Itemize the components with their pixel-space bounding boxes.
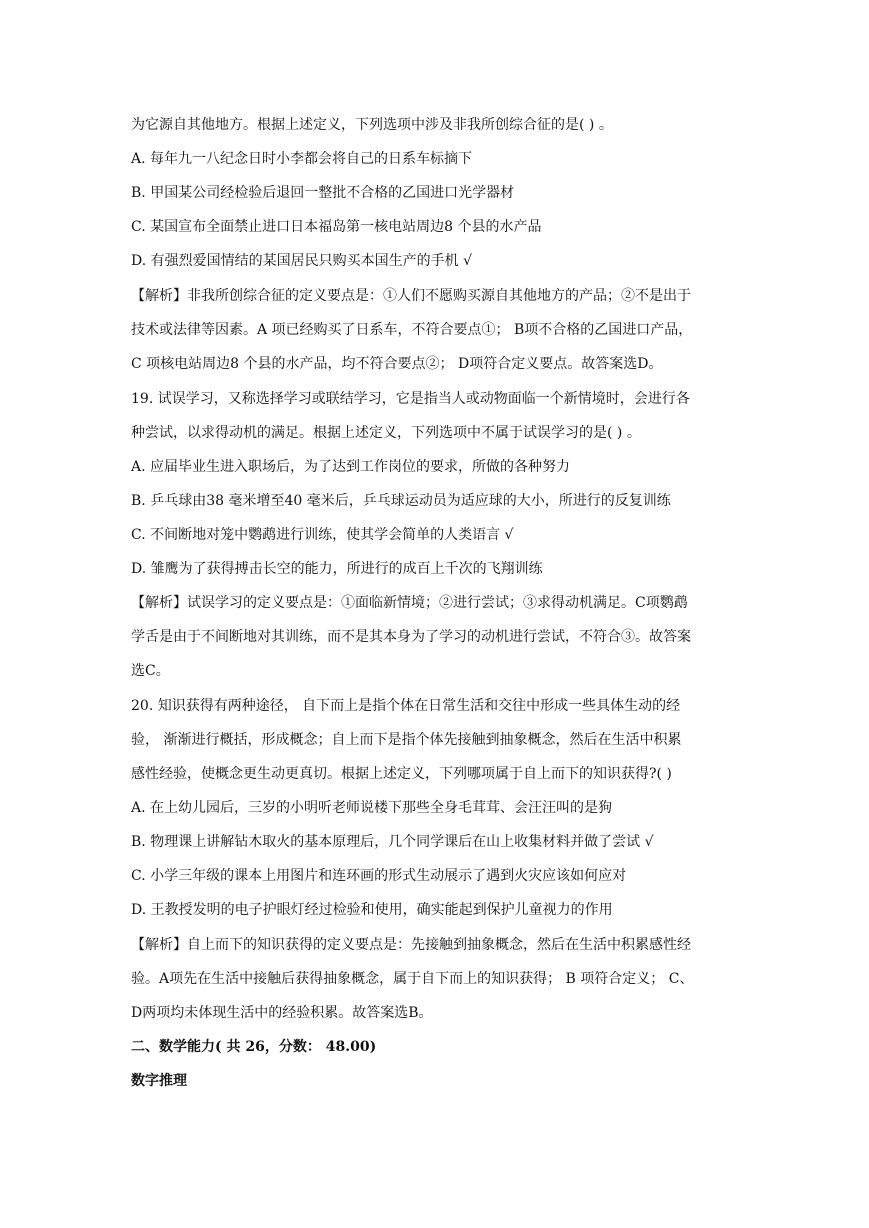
question-19-text: 种尝试，以求得动机的满足。根据上述定义，下列选项中不属于试误学习的是( ) 。 — [131, 425, 641, 441]
option-d: D. 王教授发明的电子护眼灯经过检验和使用，确实能起到保护儿童视力的作用 — [131, 902, 613, 918]
option-b: B. 物理课上讲解钻木取火的基本原理后，几个同学课后在山上收集材料并做了尝试 √ — [131, 834, 654, 850]
option-c: C. 小学三年级的课本上用图片和连环画的形式生动展示了遇到火灾应该如何应对 — [131, 868, 627, 884]
analysis-line: C 项核电站周边8 个县的水产品，均不符合要点②； D项符合定义要点。故答案选D。 — [131, 356, 663, 372]
section-heading: 二、数学能力( 共 26，分数： 48.00) — [131, 1039, 377, 1055]
question-20-text: 感性经验，使概念更生动更真切。根据上述定义，下列哪项属于自上而下的知识获得?( ) — [131, 766, 672, 782]
option-a: A. 在上幼儿园后，三岁的小明听老师说楼下那些全身毛茸茸、会汪汪叫的是狗 — [131, 800, 613, 816]
analysis-line: D两项均未体现生活中的经验积累。故答案选B。 — [131, 1005, 433, 1021]
analysis-line: 验。A项先在生活中接触后获得抽象概念，属于自下而上的知识获得； B 项符合定义； C、 — [131, 971, 694, 987]
option-b: B. 甲国某公司经检验后退回一整批不合格的乙国进口光学器材 — [131, 185, 515, 201]
option-b: B. 乒乓球由38 毫米增至40 毫米后，乒乓球运动员为适应球的大小，所进行的反复训练 — [131, 493, 671, 509]
option-c: C. 某国宣布全面禁止进口日本福岛第一核电站周边8 个县的水产品 — [131, 219, 542, 235]
analysis-line: 【解析】自上而下的知识获得的定义要点是：先接触到抽象概念，然后在生活中积累感性经 — [131, 937, 691, 953]
option-a: A. 应届毕业生进入职场后，为了达到工作岗位的要求，所做的各种努力 — [131, 459, 571, 475]
subsection-heading: 数字推理 — [131, 1073, 187, 1089]
question-19: 19. 试误学习，又称选择学习或联结学习，它是指当人或动物面临一个新情境时，会进行各 — [131, 391, 690, 407]
analysis-line: 技术或法律等因素。A 项已经购买了日系车，不符合要点①； B项不合格的乙国进口产品， — [131, 322, 693, 338]
option-c: C. 不间断地对笼中鹦鹉进行训练，使其学会简单的人类语言 √ — [131, 527, 514, 543]
text-line: 为它源自其他地方。根据上述定义，下列选项中涉及非我所创综合征的是( ) 。 — [131, 117, 613, 133]
analysis-line: 选C。 — [131, 663, 170, 679]
analysis-line: 学舌是由于不间断地对其训练，而不是其本身为了学习的动机进行尝试，不符合③。故答案 — [131, 629, 691, 645]
analysis-line: 【解析】非我所创综合征的定义要点是：①人们不愿购买源自其他地方的产品；②不是出于 — [131, 288, 691, 304]
option-d: D. 雏鹰为了获得搏击长空的能力，所进行的成百上千次的飞翔训练 — [131, 561, 543, 577]
question-20-text: 验， 渐渐进行概括，形成概念；自上而下是指个体先接触到抽象概念，然后在生活中积累 — [131, 732, 682, 748]
option-d: D. 有强烈爱国情结的某国居民只购买本国生产的手机 √ — [131, 253, 472, 269]
analysis-line: 【解析】试误学习的定义要点是：①面临新情境；②进行尝试；③求得动机满足。C项鹦鹉 — [131, 595, 688, 611]
question-20: 20. 知识获得有两种途径， 自下而上是指个体在日常生活和交往中形成一些具体生动的经 — [131, 698, 681, 714]
option-a: A. 每年九一八纪念日时小李都会将自己的日系车标摘下 — [131, 151, 473, 167]
